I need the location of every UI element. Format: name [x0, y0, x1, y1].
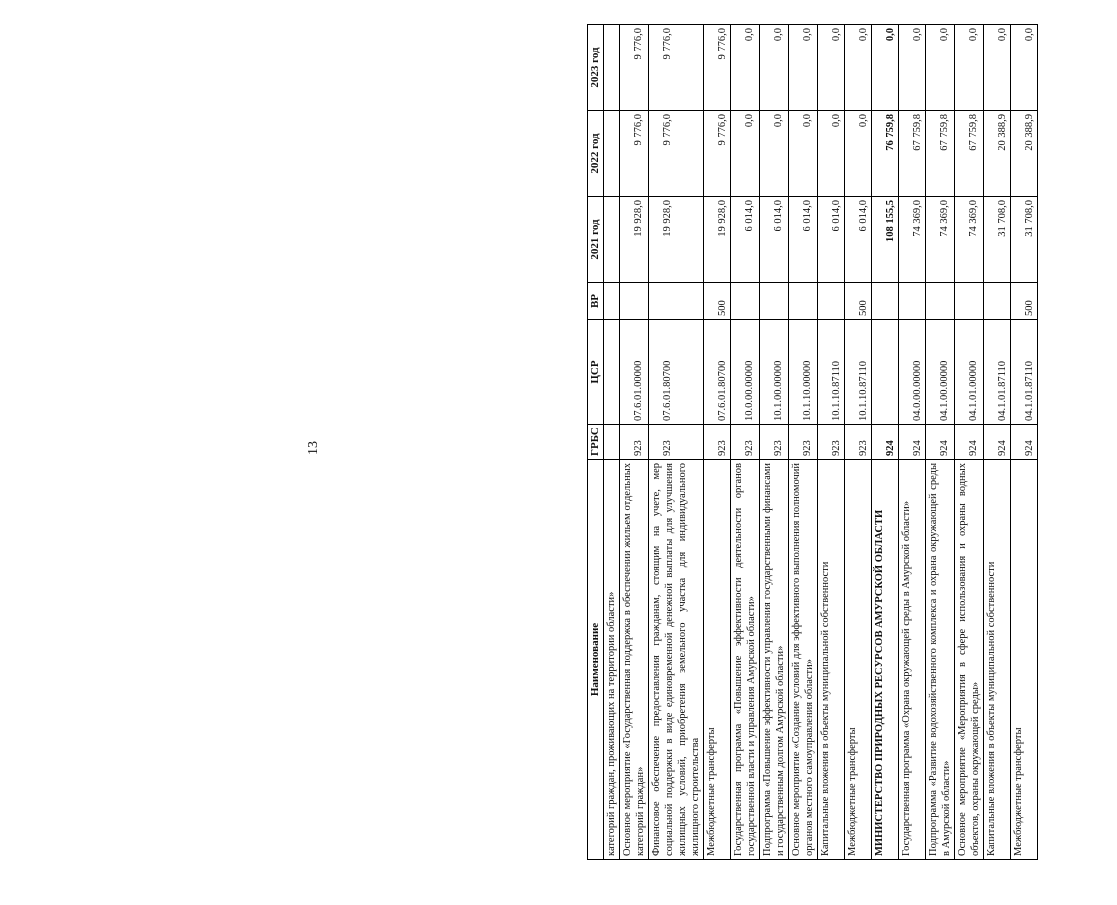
- cell-name: Капитальные вложения в объекты муниципальной собственности: [818, 460, 845, 860]
- table-row: [704, 25, 731, 860]
- cell-2022: [604, 111, 620, 197]
- cell-2021: 6 014,0: [760, 197, 789, 283]
- cell-2021: 6 014,0: [818, 197, 845, 283]
- cell-2022: 67 759,8: [926, 111, 955, 197]
- cell-name: категорий граждан, проживающих на территории области»: [604, 460, 620, 860]
- cell-2023: 0,0: [760, 25, 789, 111]
- table-row: [872, 25, 899, 860]
- cell-2021: 74 369,0: [926, 197, 955, 283]
- table-row: [926, 25, 955, 860]
- cell-vr: [872, 283, 899, 320]
- cell-2023: 0,0: [955, 25, 984, 111]
- col-header-vr: ВР: [588, 283, 604, 320]
- table-row: [818, 25, 845, 860]
- table-row: [789, 25, 818, 860]
- cell-2021: 19 928,0: [620, 197, 649, 283]
- cell-vr: [926, 283, 955, 320]
- table-row: [845, 25, 872, 860]
- cell-2022: 0,0: [760, 111, 789, 197]
- col-header-name: Наименование: [588, 460, 604, 860]
- cell-name: Подпрограмма «Развитие водохозяйственного комплекса и охрана окружающей среды в Амурской области»: [926, 460, 955, 860]
- cell-csr: 10.1.10.87110: [818, 320, 845, 425]
- col-header-2022: 2022 год: [588, 111, 604, 197]
- cell-vr: [731, 283, 760, 320]
- cell-2021: [604, 197, 620, 283]
- cell-csr: 07.6.01.80700: [704, 320, 731, 425]
- table-row: [731, 25, 760, 860]
- cell-csr: [872, 320, 899, 425]
- cell-name: Государственная программа «Охрана окружающей среды в Амурской области»: [899, 460, 926, 860]
- cell-2022: 9 776,0: [620, 111, 649, 197]
- cell-grbs: 923: [620, 425, 649, 460]
- cell-2023: 0,0: [818, 25, 845, 111]
- cell-name: МИНИСТЕРСТВО ПРИРОДНЫХ РЕСУРСОВ АМУРСКОЙ ОБЛАСТИ: [872, 460, 899, 860]
- table-row: [984, 25, 1011, 860]
- cell-csr: 10.0.00.00000: [731, 320, 760, 425]
- cell-2022: 67 759,8: [955, 111, 984, 197]
- cell-2021: 74 369,0: [899, 197, 926, 283]
- cell-name: Основное мероприятие «Создание условий для эффективного выполнения полномочий органов местного самоуправления области»: [789, 460, 818, 860]
- cell-name: Государственная программа «Повышение эффективности деятельности органов государственной власти и управления Амурской области»: [731, 460, 760, 860]
- cell-vr: 500: [704, 283, 731, 320]
- budget-table: [587, 24, 1038, 860]
- cell-name: Межбюджетные трансферты: [704, 460, 731, 860]
- cell-csr: 04.1.01.87110: [1011, 320, 1038, 425]
- cell-2022: 9 776,0: [704, 111, 731, 197]
- cell-2023: [604, 25, 620, 111]
- cell-2022: 20 388,9: [1011, 111, 1038, 197]
- cell-2023: 9 776,0: [620, 25, 649, 111]
- cell-csr: 07.6.01.00000: [620, 320, 649, 425]
- table-row: [604, 25, 620, 860]
- cell-vr: 500: [1011, 283, 1038, 320]
- cell-2021: 19 928,0: [649, 197, 704, 283]
- cell-grbs: 924: [872, 425, 899, 460]
- cell-vr: 500: [845, 283, 872, 320]
- cell-2022: 0,0: [818, 111, 845, 197]
- cell-csr: 07.6.01.80700: [649, 320, 704, 425]
- cell-vr: [984, 283, 1011, 320]
- col-header-2021: 2021 год: [588, 197, 604, 283]
- cell-csr: 10.1.10.87110: [845, 320, 872, 425]
- cell-2022: 0,0: [731, 111, 760, 197]
- cell-csr: 04.1.01.00000: [955, 320, 984, 425]
- cell-csr: 04.0.00.00000: [899, 320, 926, 425]
- cell-2021: 31 708,0: [1011, 197, 1038, 283]
- cell-name: Основное мероприятие «Государственная поддержка в обеспечении жильем отдельных категорий граждан»: [620, 460, 649, 860]
- cell-2023: 0,0: [899, 25, 926, 111]
- cell-grbs: 924: [926, 425, 955, 460]
- cell-grbs: [604, 425, 620, 460]
- table-row: [760, 25, 789, 860]
- cell-csr: 10.1.10.00000: [789, 320, 818, 425]
- cell-name: Межбюджетные трансферты: [845, 460, 872, 860]
- cell-vr: [955, 283, 984, 320]
- cell-2021: 19 928,0: [704, 197, 731, 283]
- cell-vr: [760, 283, 789, 320]
- table-row: [955, 25, 984, 860]
- cell-2022: 67 759,8: [899, 111, 926, 197]
- cell-csr: 10.1.00.00000: [760, 320, 789, 425]
- col-header-csr: ЦСР: [588, 320, 604, 425]
- cell-2021: 6 014,0: [731, 197, 760, 283]
- cell-vr: [604, 283, 620, 320]
- cell-2023: 9 776,0: [704, 25, 731, 111]
- cell-grbs: 923: [845, 425, 872, 460]
- cell-name: Финансовое обеспечение предоставления гражданам, стоящим на учете, мер социальной поддержки в виде единовременной денежной выплаты для улучшения жилищных условий, приобретения земельного участка для индивидуального жилищного строительства: [649, 460, 704, 860]
- table-row: [899, 25, 926, 860]
- cell-2021: 31 708,0: [984, 197, 1011, 283]
- table-row: [1011, 25, 1038, 860]
- cell-2023: 9 776,0: [649, 25, 704, 111]
- cell-2022: 20 388,9: [984, 111, 1011, 197]
- cell-name: Подпрограмма «Повышение эффективности управления государственными финансами и государственным долгом Амурской области»: [760, 460, 789, 860]
- cell-csr: [604, 320, 620, 425]
- cell-vr: [818, 283, 845, 320]
- col-header-grbs: ГРБС: [588, 425, 604, 460]
- cell-vr: [789, 283, 818, 320]
- cell-2021: 6 014,0: [845, 197, 872, 283]
- cell-2023: 0,0: [926, 25, 955, 111]
- cell-grbs: 923: [649, 425, 704, 460]
- table-row: [620, 25, 649, 860]
- cell-2022: 76 759,8: [872, 111, 899, 197]
- cell-2021: 108 155,5: [872, 197, 899, 283]
- cell-grbs: 924: [1011, 425, 1038, 460]
- cell-2023: 0,0: [731, 25, 760, 111]
- cell-2023: 0,0: [1011, 25, 1038, 111]
- cell-vr: [620, 283, 649, 320]
- cell-grbs: 924: [899, 425, 926, 460]
- cell-grbs: 923: [789, 425, 818, 460]
- cell-vr: [649, 283, 704, 320]
- cell-2023: 0,0: [845, 25, 872, 111]
- table-header-row: [588, 25, 604, 860]
- col-header-2023: 2023 год: [588, 25, 604, 111]
- cell-name: Капитальные вложения в объекты муниципальной собственности: [984, 460, 1011, 860]
- cell-2023: 0,0: [872, 25, 899, 111]
- cell-csr: 04.1.00.00000: [926, 320, 955, 425]
- cell-grbs: 923: [818, 425, 845, 460]
- page-number: 13: [306, 441, 322, 455]
- cell-2023: 0,0: [984, 25, 1011, 111]
- cell-2023: 0,0: [789, 25, 818, 111]
- table-row: [649, 25, 704, 860]
- cell-2022: 9 776,0: [649, 111, 704, 197]
- cell-2021: 74 369,0: [955, 197, 984, 283]
- rotated-table-container: [587, 25, 1117, 860]
- cell-grbs: 923: [704, 425, 731, 460]
- cell-vr: [899, 283, 926, 320]
- cell-grbs: 924: [984, 425, 1011, 460]
- cell-2022: 0,0: [789, 111, 818, 197]
- cell-grbs: 924: [955, 425, 984, 460]
- cell-csr: 04.1.01.87110: [984, 320, 1011, 425]
- table-body: [604, 25, 1038, 860]
- cell-name: Основное мероприятие «Мероприятия в сфере использования и охраны водных объектов, охраны окружающей среды»: [955, 460, 984, 860]
- cell-name: Межбюджетные трансферты: [1011, 460, 1038, 860]
- cell-grbs: 923: [731, 425, 760, 460]
- cell-2021: 6 014,0: [789, 197, 818, 283]
- cell-grbs: 923: [760, 425, 789, 460]
- cell-2022: 0,0: [845, 111, 872, 197]
